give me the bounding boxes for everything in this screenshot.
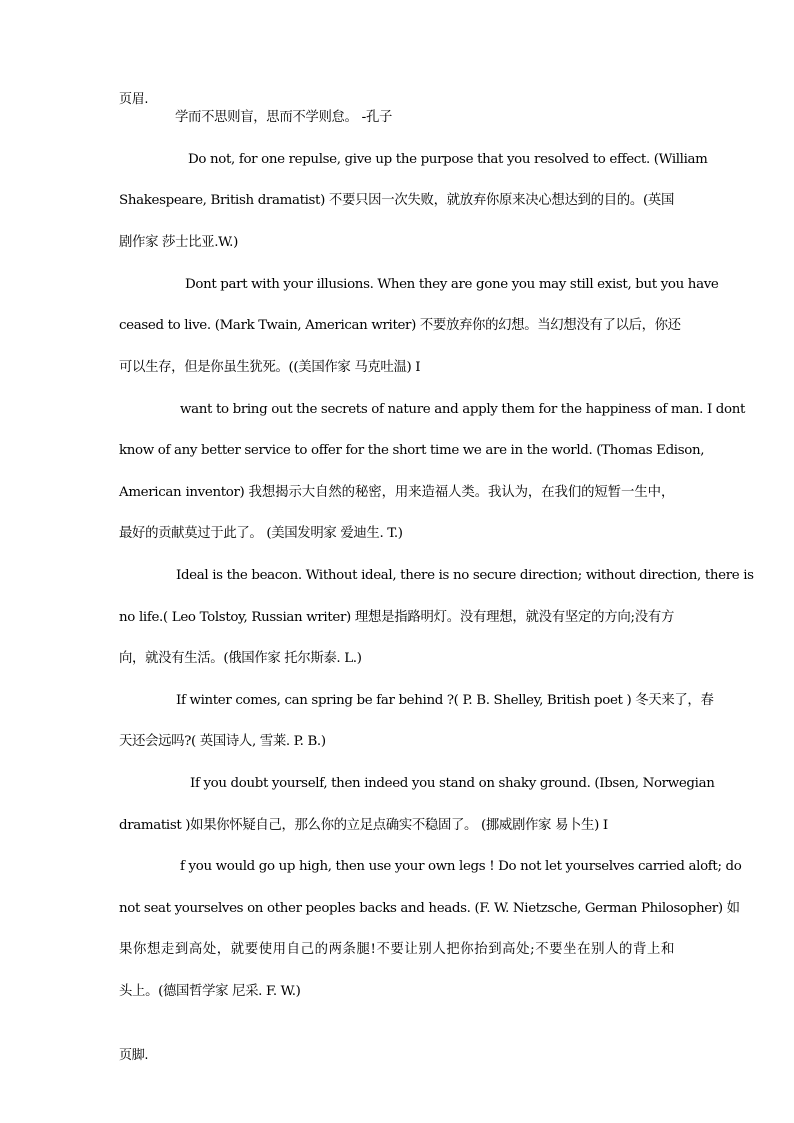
text-line: Shakespeare, British dramatist) 不要只因一次失败，就放弃你原来决心想达到的目的。(英国 [119, 193, 674, 208]
text-line: Ideal is the beacon. Without ideal, there is no secure direction; without direction, there is [176, 568, 754, 583]
text-line: 学而不思则盲，思而不学则怠。 -孔子 [175, 110, 393, 125]
text-line: 最好的贡献莫过于此了。 (美国发明家 爱迪生. T.) [119, 526, 403, 541]
text-line: no life.( Leo Tolstoy, Russian writer) 理想是指路明灯。没有理想，就没有坚定的方向;没有方 [119, 610, 674, 625]
text-line: If you doubt yourself, then indeed you stand on shaky ground. (Ibsen, Norwegian [190, 776, 715, 791]
text-line: 可以生存，但是你虽生犹死。((美国作家 马克吐温) I [119, 360, 421, 375]
text-line: want to bring out the secrets of nature and apply them for the happiness of man. I dont [180, 402, 746, 417]
text-line: not seat yourselves on other peoples backs and heads. (F. W. Nietzsche, German Philosopher) 如 [119, 901, 740, 916]
text-line: Do not, for one repulse, give up the purpose that you resolved to effect. (William [188, 152, 708, 167]
text-line: 向，就没有生活。(俄国作家 托尔斯泰. L.) [119, 651, 362, 666]
text-line: 剧作家 莎士比亚.W.) [119, 235, 238, 250]
page-footer: 页脚. [119, 1048, 149, 1063]
text-line: Dont part with your illusions. When they are gone you may still exist, but you have [185, 277, 719, 292]
text-line: 头上。(德国哲学家 尼采. F. W.) [119, 984, 301, 999]
text-line: 天还会远吗?( 英国诗人, 雪莱. P. B.) [119, 734, 326, 749]
text-line: f you would go up high, then use your own legs ! Do not let yourselves carried aloft; do [180, 859, 742, 874]
text-line: 果你想走到高处，就要使用自己的两条腿!不要让别人把你抬到高处;不要坐在别人的背上和 [119, 942, 674, 957]
text-line: American inventor) 我想揭示大自然的秘密，用来造福人类。我认为，在我们的短暂一生中， [119, 485, 674, 500]
text-line: know of any better service to offer for the short time we are in the world. (Thomas Edison, [119, 443, 705, 458]
text-line: If winter comes, can spring be far behind ?( P. B. Shelley, British poet ) 冬天来了，春 [176, 693, 714, 708]
text-line: ceased to live. (Mark Twain, American writer) 不要放弃你的幻想。当幻想没有了以后，你还 [119, 318, 681, 333]
page-header: 页眉. [119, 92, 149, 107]
text-line: dramatist )如果你怀疑自己，那么你的立足点确实不稳固了。 (挪威剧作家 易卜生) I [119, 818, 608, 833]
